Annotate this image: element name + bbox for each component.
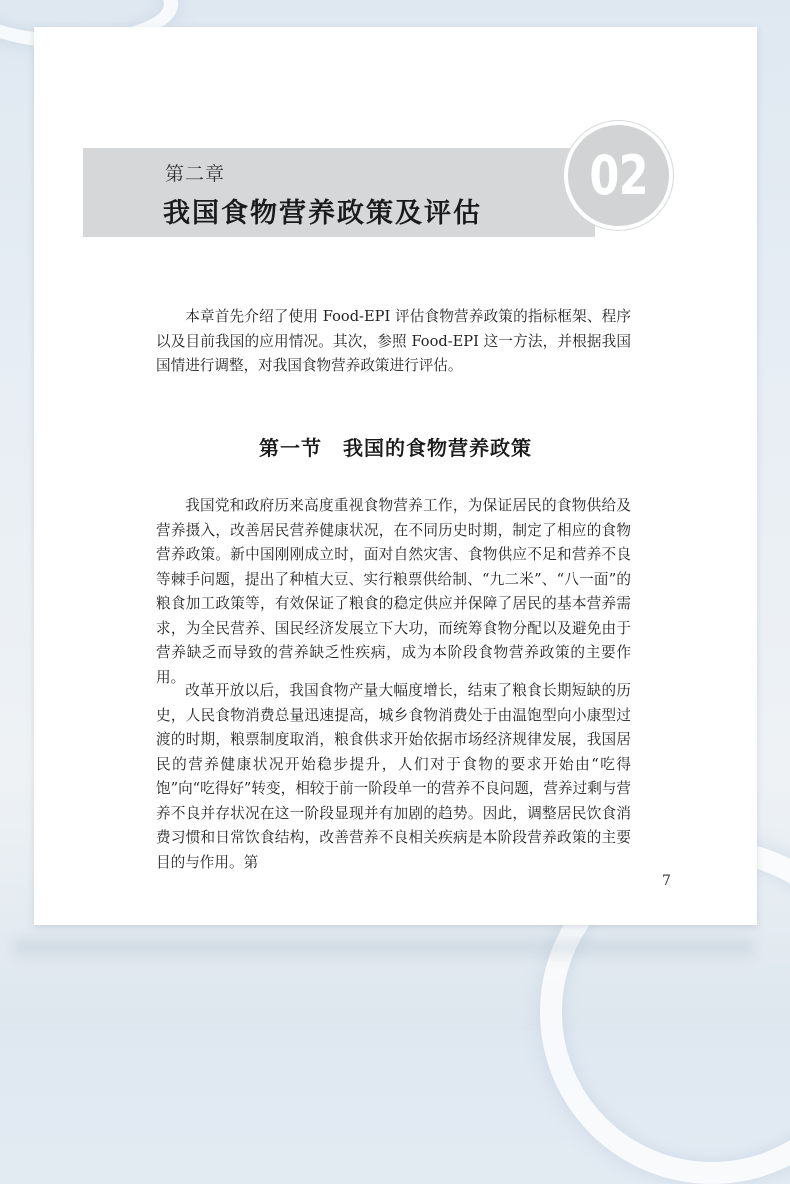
chapter-number-badge: [564, 121, 673, 230]
body-paragraph: 改革开放以后，我国食物产量大幅度增长，结束了粮食长期短缺的历史，人民食物消费总量迅速提高，城乡食物消费处于由温饱型向小康型过渡的时期，粮票制度取消，粮食供求开始依据市场经济规律发展，我国居民的营养健康状况开始稳步提升，人们对于食物的要求开始由“吃得饱”向“吃得好”转变，相较于前一阶段单一的营养不良问题，营养过剩与营养不良并存状况在这一阶段显现并有加剧的趋势。因此，调整居民饮食消费习惯和日常饮食结构，改善营养不良相关疾病是本阶段营养政策的主要目的与作用。第: [156, 682, 631, 871]
chapter-header-band: [83, 148, 595, 237]
section-title: 第一节 我国的食物营养政策: [259, 436, 532, 460]
body-paragraph: 我国党和政府历来高度重视食物营养工作，为保证居民的食物供给及营养摄入，改善居民营养健康状况，在不同历史时期，制定了相应的食物营养政策。新中国刚刚成立时，面对自然灾害、食物供应不足和营养不良等棘手问题，提出了种植大豆、实行粮票供给制、“九二米”、“八一面”的粮食加工政策等，有效保证了粮食的稳定供应并保障了居民的基本营养需求，为全民营养、国民经济发展立下大功，而统筹食物分配以及避免由于营养缺乏而导致的营养缺乏性疾病，成为本阶段食物营养政策的主要作用。: [156, 497, 631, 686]
chapter-number: 02: [589, 144, 648, 207]
page-number: 7: [662, 873, 671, 889]
chapter-title: 我国食物营养政策及评估: [163, 198, 482, 229]
chapter-label: 第二章: [165, 163, 226, 185]
page-shadow: [14, 938, 754, 956]
book-page: [34, 27, 757, 925]
intro-paragraph: 本章首先介绍了使用 Food-EPI 评估食物营养政策的指标框架、程序以及目前我国的应用情况。其次，参照 Food-EPI 这一方法，并根据我国国情进行调整，对我国食物营养政策进行评估。: [156, 308, 631, 374]
